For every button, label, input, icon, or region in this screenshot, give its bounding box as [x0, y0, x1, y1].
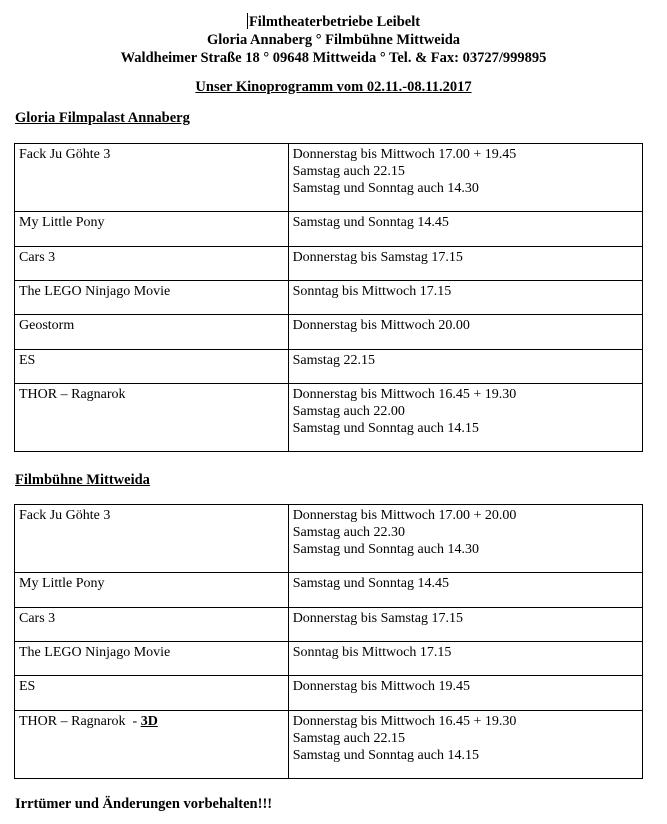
- film-cell: ES: [15, 676, 289, 711]
- film-cell: Cars 3: [15, 608, 289, 642]
- time-line: Samstag auch 22.00: [292, 404, 405, 419]
- time-line: Samstag und Sonntag auch 14.15: [292, 421, 479, 436]
- table-row: [15, 281, 643, 315]
- times-cell: [288, 315, 642, 350]
- schedule-table-mittweida: [14, 504, 643, 779]
- table-row: [15, 315, 643, 350]
- times-cell: [288, 212, 642, 247]
- time-line: Samstag und Sonntag 14.45: [292, 215, 449, 230]
- time-line: Sonntag bis Mittwoch 17.15: [292, 284, 452, 299]
- time-line: Donnerstag bis Mittwoch 19.45: [292, 679, 471, 694]
- header-cinemas: Gloria Annaberg ° Filmbühne Mittweida: [206, 32, 461, 48]
- film-cell: Fack Ju Göhte 3: [15, 144, 289, 212]
- schedule-table-annaberg: [14, 143, 643, 452]
- header-address: Waldheimer Straße 18 ° 09648 Mittweida ° Tel. & Fax: 03727/999895: [120, 50, 547, 66]
- table-row: [15, 505, 643, 573]
- time-line: Samstag auch 22.15: [292, 731, 406, 746]
- times-cell: [288, 505, 642, 573]
- header-company-text: Filmtheaterbetriebe Leibelt: [248, 14, 421, 30]
- time-line: Donnerstag bis Samstag 17.15: [292, 611, 464, 626]
- film-cell: Geostorm: [15, 315, 289, 350]
- time-line: Samstag auch 22.15: [292, 164, 405, 179]
- film-cell: [15, 711, 289, 779]
- film-cell: Fack Ju Göhte 3: [15, 505, 289, 573]
- film-cell: ES: [15, 350, 289, 384]
- section-title-annaberg: Gloria Filmpalast Annaberg: [15, 110, 190, 126]
- table-row: [15, 384, 643, 452]
- film-title: THOR – Ragnarok -: [19, 714, 141, 729]
- film-cell: My Little Pony: [15, 573, 289, 608]
- time-line: Samstag 22.15: [292, 353, 376, 368]
- times-cell: [288, 676, 642, 711]
- program-title: Unser Kinoprogramm vom 02.11.-08.11.2017: [195, 79, 472, 95]
- time-line: Samstag auch 22.30: [292, 525, 406, 540]
- table-row: [15, 676, 643, 711]
- time-line: Samstag und Sonntag auch 14.30: [292, 181, 479, 196]
- table-row: [15, 212, 643, 247]
- time-line: Samstag und Sonntag auch 14.30: [292, 542, 479, 557]
- document-header: [0, 13, 667, 67]
- times-cell: [288, 711, 642, 779]
- section-title-mittweida: Filmbühne Mittweida: [15, 472, 150, 488]
- table-row: [15, 144, 643, 212]
- time-line: Donnerstag bis Mittwoch 16.45 + 19.30: [292, 714, 517, 729]
- text-cursor: [247, 13, 248, 29]
- time-line: Sonntag bis Mittwoch 17.15: [292, 645, 452, 660]
- time-line: Samstag und Sonntag auch 14.15: [292, 748, 479, 763]
- times-cell: [288, 350, 642, 384]
- time-line: Samstag und Sonntag 14.45: [292, 576, 450, 591]
- film-cell: THOR – Ragnarok: [15, 384, 289, 452]
- film-cell: Cars 3: [15, 247, 289, 281]
- times-cell: [288, 573, 642, 608]
- time-line: Donnerstag bis Mittwoch 17.00 + 19.45: [292, 147, 517, 162]
- table-row: [15, 247, 643, 281]
- times-cell: [288, 608, 642, 642]
- time-line: Donnerstag bis Mittwoch 20.00: [292, 318, 470, 333]
- table-row: [15, 573, 643, 608]
- disclaimer: Irrtümer und Änderungen vorbehalten!!!: [15, 796, 273, 812]
- times-cell: [288, 384, 642, 452]
- times-cell: [288, 247, 642, 281]
- table-row: [15, 711, 643, 779]
- film-cell: The LEGO Ninjago Movie: [15, 281, 289, 315]
- time-line: Donnerstag bis Mittwoch 17.00 + 20.00: [292, 508, 517, 523]
- table-row: [15, 608, 643, 642]
- table-row: [15, 642, 643, 676]
- 3d-badge: 3D: [140, 714, 158, 729]
- times-cell: [288, 642, 642, 676]
- time-line: Donnerstag bis Samstag 17.15: [292, 250, 463, 265]
- film-cell: My Little Pony: [15, 212, 289, 247]
- header-company: [0, 13, 667, 31]
- time-line: Donnerstag bis Mittwoch 16.45 + 19.30: [292, 387, 517, 402]
- times-cell: [288, 281, 642, 315]
- film-cell: The LEGO Ninjago Movie: [15, 642, 289, 676]
- table-row: [15, 350, 643, 384]
- times-cell: [288, 144, 642, 212]
